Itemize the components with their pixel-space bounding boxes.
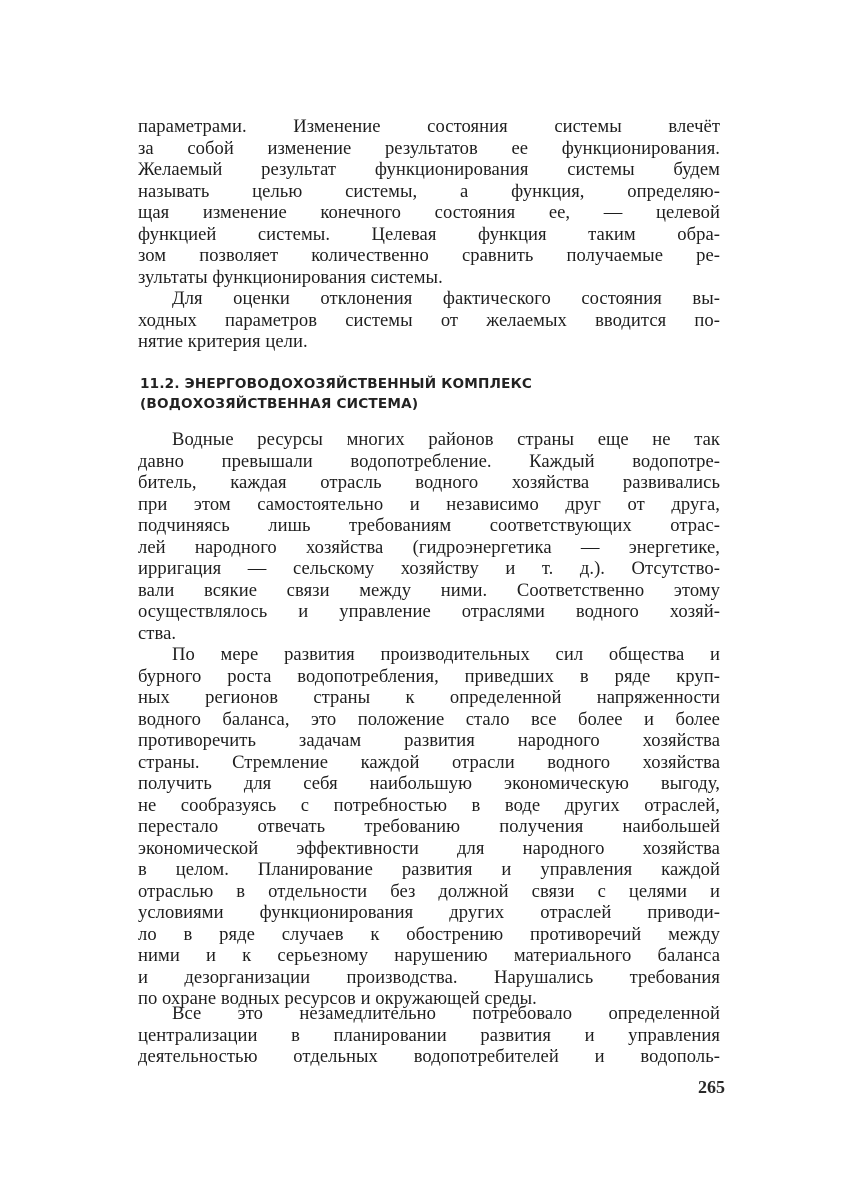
text-line: получить для себя наибольшую экономическую выгоду, — [138, 773, 720, 794]
text-line: Водные ресурсы многих районов страны еще не так — [172, 429, 720, 450]
text-line: отраслью в отдельности без должной связи с целями и — [138, 880, 720, 902]
text-line: осуществлялось и управление отраслями водного хозяй- — [138, 601, 720, 622]
text-line: ства. — [138, 622, 177, 644]
section-heading-line: 11.2. ЭНЕРГОВОДОХОЗЯЙСТВЕННЫЙ КОМПЛЕКС — [140, 376, 533, 392]
text-line: ных регионов страны к определенной напряженности — [138, 687, 720, 708]
text-line: называть целью системы, а функция, определяю- — [138, 180, 720, 202]
text-line: зультаты функционирования системы. — [138, 266, 443, 288]
section-heading-line: (ВОДОХОЗЯЙСТВЕННАЯ СИСТЕМА) — [140, 396, 419, 412]
text-line: подчиняясь лишь требованиям соответствующих отрас- — [138, 515, 720, 536]
text-line: нятие критерия цели. — [138, 331, 308, 352]
paragraph-3 — [138, 429, 720, 644]
text-line: Все это незамедлительно потребовало определенной — [172, 1003, 720, 1024]
page-number: 265 — [698, 1077, 725, 1097]
text-line: битель, каждая отрасль водного хозяйства развивались — [138, 472, 720, 493]
text-line: перестало отвечать требованию получения наибольшей — [138, 816, 720, 837]
text-line: щая изменение конечного состояния ее, — целевой — [138, 202, 720, 223]
text-line: параметрами. Изменение состояния системы влечёт — [138, 116, 720, 137]
text-line: Желаемый результат функционирования системы будем — [138, 159, 720, 180]
text-line: по охране водных ресурсов и окружающей среды. — [138, 988, 537, 1009]
paragraph-5 — [138, 1003, 720, 1068]
text-line: Для оценки отклонения фактического состояния вы- — [172, 288, 720, 309]
text-line: экономической эффективности для народного хозяйства — [138, 837, 720, 859]
text-line: бурного роста водопотребления, приведших в ряде круп- — [138, 665, 720, 687]
text-line: условиями функционирования других отраслей приводи- — [138, 902, 720, 923]
text-line: не сообразуясь с потребностью в воде других отраслей, — [138, 794, 720, 816]
text-line: ними и к серьезному нарушению материального баланса — [138, 945, 720, 966]
text-line: функцией системы. Целевая функция таким обра- — [138, 223, 720, 245]
text-line: за собой изменение результатов ее функционирования. — [138, 137, 720, 159]
text-line: ло в ряде случаев к обострению противоречий между — [138, 923, 720, 945]
text-line: водного баланса, это положение стало все более и более — [138, 708, 720, 730]
text-line: зом позволяет количественно сравнить получаемые ре- — [138, 245, 720, 266]
text-line: при этом самостоятельно и независимо друг от друга, — [138, 493, 720, 515]
paragraph-2 — [138, 288, 720, 353]
text-line: в целом. Планирование развития и управления каждой — [138, 859, 720, 880]
paragraph-1 — [138, 116, 720, 288]
text-line: противоречить задачам развития народного хозяйства — [138, 730, 720, 751]
text-line: деятельностью отдельных водопотребителей и водополь- — [138, 1046, 720, 1067]
text-line: и дезорганизации производства. Нарушались требования — [138, 966, 720, 988]
text-line: давно превышали водопотребление. Каждый водопотре- — [138, 450, 720, 472]
text-line: вали всякие связи между ними. Соответственно этому — [138, 579, 720, 601]
text-line: ходных параметров системы от желаемых вводится по- — [138, 309, 720, 331]
text-line: централизации в планировании развития и управления — [138, 1024, 720, 1046]
text-line: ирригация — сельскому хозяйству и т. д.). Отсутство- — [138, 558, 720, 579]
paragraph-4 — [138, 644, 720, 1010]
text-line: страны. Стремление каждой отрасли водного хозяйства — [138, 751, 720, 773]
text-line: лей народного хозяйства (гидроэнергетика — энергетике, — [138, 536, 720, 558]
text-line: По мере развития производительных сил общества и — [172, 644, 720, 665]
section-heading — [140, 374, 700, 414]
